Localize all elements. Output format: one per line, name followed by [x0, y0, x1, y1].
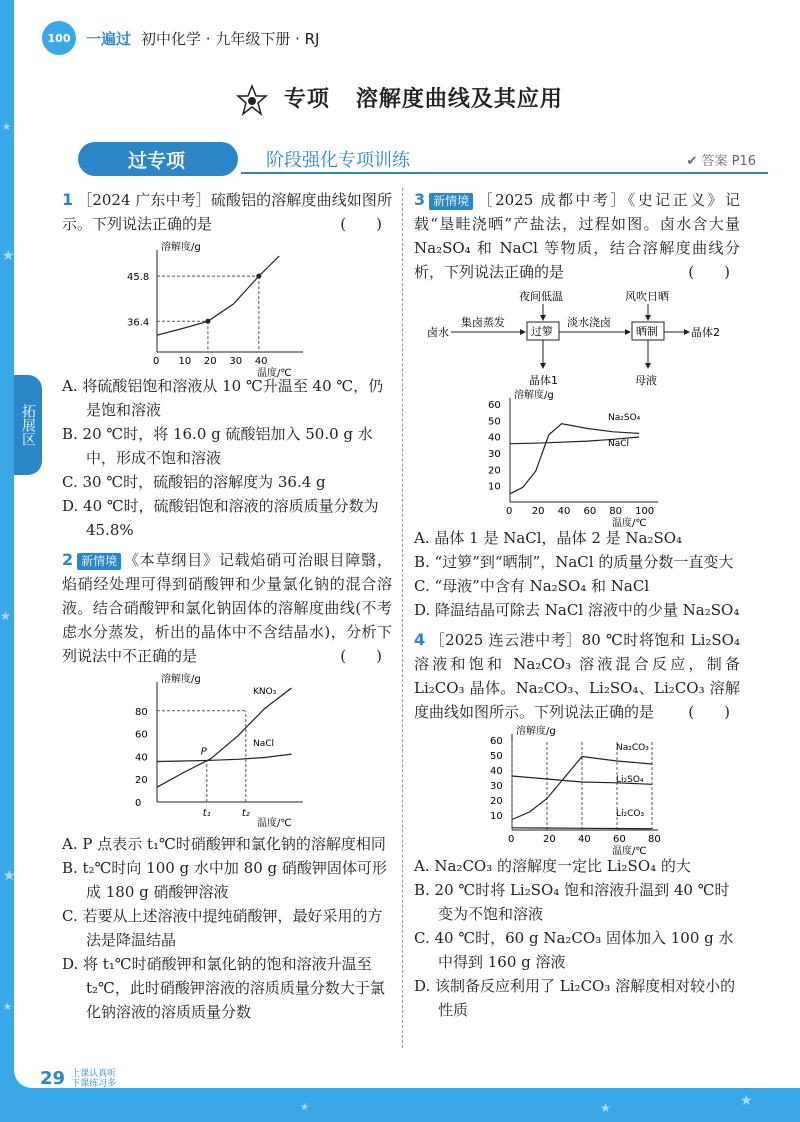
y-axis-label: 溶解度/g [514, 390, 554, 401]
x-axis-label: 温度/℃ [257, 368, 292, 379]
point-label: P [200, 746, 207, 758]
question-3 [414, 188, 740, 284]
question-number: 3 [414, 190, 426, 209]
x-tick-label: 30 [229, 356, 243, 367]
legend-label: KNO₃ [253, 687, 277, 697]
option-c: C. 40 ℃时，60 g Na₂CO₃ 固体加入 100 g 水中得到 160 g 溶液 [414, 929, 734, 971]
column-divider [402, 188, 403, 1048]
left-column [62, 188, 392, 1024]
flow-top2: 风吹日晒 [625, 290, 669, 303]
option-c: C. 30 ℃时，硫酸铝的溶解度为 36.4 g [62, 473, 326, 491]
banner-tag: 过专项 [78, 142, 238, 176]
y-tick-label: 10 [488, 481, 501, 493]
option-b: B. 20 ℃时，将 16.0 g 硫酸铝加入 50.0 g 水中，形成不饱和溶液 [62, 425, 373, 467]
new-context-tag: 新情境 [429, 193, 473, 210]
series-line [157, 754, 292, 761]
chart-na2so4-nacl [482, 390, 672, 529]
y-tick-label: 20 [135, 775, 148, 787]
x-tick-label: 40 [557, 506, 571, 517]
series-line [512, 828, 652, 829]
option-b: B. “过箩”到“晒制”，NaCl 的质量分数一直变大 [414, 553, 734, 571]
series-line [157, 256, 279, 335]
x-axis-label: 温度/℃ [257, 818, 292, 829]
mascot-logo: 100 [42, 21, 76, 55]
x-tick-label: 100 [635, 506, 655, 517]
option-b: B. 20 ℃时将 Li₂SO₄ 饱和溶液升温到 40 ℃时变为不饱和溶液 [414, 881, 730, 923]
question-2 [62, 548, 392, 668]
legend-label: NaCl [253, 739, 275, 749]
x-tick-label: t₁ [202, 808, 211, 819]
flow-box1-label: 过箩 [531, 325, 553, 338]
svg-text:★: ★ [3, 1002, 12, 1013]
question-stem: ［2025 连云港中考］80 ℃时将饱和 Li₂SO₄ 溶液和饱和 Na₂CO₃ 溶液混合反应，制备 Li₂CO₃ 晶体。Na₂CO₃、Li₂SO₄、Li₂CO₃ 溶解度曲线如图所示。下列说法正确的是 [414, 631, 740, 721]
flow-top1: 夜间低温 [519, 290, 563, 303]
y-axis-label: 溶解度/g [516, 726, 556, 737]
chart-kno3-nacl [127, 674, 327, 828]
legend-label: Li₂SO₄ [616, 775, 644, 785]
option-a: A. 晶体 1 是 NaCl，晶体 2 是 Na₂SO₄ [414, 529, 683, 547]
y-tick-label: 40 [490, 766, 503, 777]
y-tick-label: 50 [488, 416, 501, 428]
x-tick-label: 0 [508, 834, 515, 845]
page-title [0, 82, 800, 115]
svg-text:★: ★ [2, 122, 11, 133]
banner-rule [241, 172, 768, 174]
y-tick-label: 36.4 [127, 317, 150, 329]
y-tick-label: 20 [488, 465, 501, 477]
svg-text:★: ★ [0, 609, 11, 623]
question-number: 1 [62, 190, 74, 209]
question-4 [414, 628, 740, 724]
page-footer [40, 1068, 116, 1089]
legend-label: Na₂CO₃ [616, 743, 649, 753]
svg-text:★: ★ [2, 248, 15, 264]
y-tick-label: 60 [490, 736, 503, 747]
page-number: 29 [40, 1068, 66, 1089]
y-tick-label: 45.8 [127, 272, 150, 284]
answer-blank: ( ) [688, 263, 730, 281]
series-line [157, 688, 292, 787]
flow-step1: 集卤蒸发 [461, 316, 505, 329]
y-tick-label: 60 [135, 729, 148, 741]
option-a: A. 将硫酸铝饱和溶液从 10 ℃升温至 40 ℃，仍是饱和溶液 [62, 377, 384, 419]
option-d: D. 降温结晶可除去 NaCl 溶液中的少量 Na₂SO₄ [414, 601, 740, 619]
new-context-tag: 新情境 [77, 553, 121, 570]
option-c: C. “母液”中含有 Na₂SO₄ 和 NaCl [414, 577, 650, 595]
question-stem: ［2024 广东中考］硫酸铝的溶解度曲线如图所示。下列说法正确的是 [62, 191, 392, 233]
option-d: D. 该制备反应利用了 Li₂CO₃ 溶解度相对较小的性质 [414, 977, 736, 1019]
y-tick-label: 30 [490, 781, 503, 792]
x-tick-label: 80 [648, 834, 661, 845]
flow-step2: 淡水浇卤 [567, 316, 611, 329]
option-c: C. 若要从上述溶液中提纯硝酸钾，最好采用的方法是降温结晶 [62, 907, 383, 949]
slogan-line: 上课认真听 [71, 1068, 117, 1079]
answer-blank: ( ) [688, 703, 730, 721]
y-tick-label: 30 [488, 449, 501, 460]
x-tick-label: 40 [254, 356, 268, 367]
brand-name: 一遍过 [86, 29, 132, 48]
flow-box2-label: 晒制 [636, 325, 658, 338]
x-tick-label: 80 [609, 506, 623, 517]
question-stem: 《本草纲目》记载焰硝可治眼目障翳，焰硝经处理可得到硝酸钾和少量氯化钠的混合溶液。结合硝酸钾和氯化钠固体的溶解度曲线(不考虑水分蒸发，析出的晶体中不含结晶水)，分析下列说法中不正确的是 [62, 551, 392, 665]
footer-slogan [71, 1069, 116, 1089]
question-number: 4 [414, 630, 426, 649]
y-tick-label: 40 [488, 432, 501, 444]
flow-out3: 母液 [635, 374, 657, 387]
legend-label: Li₂CO₃ [616, 809, 645, 819]
side-tab: 拓展区 [14, 375, 42, 475]
answer-blank: ( ) [340, 647, 382, 665]
answer-blank: ( ) [340, 215, 382, 233]
x-tick-label: 10 [178, 356, 192, 367]
flow-brine: 卤水 [427, 326, 449, 339]
x-axis-label: 温度/℃ [612, 518, 647, 529]
option-a: A. Na₂CO₃ 的溶解度一定比 Li₂SO₄ 的大 [414, 857, 691, 875]
salt-process-flowchart [427, 290, 727, 390]
data-point [205, 319, 210, 324]
legend-label: Na₂SO₄ [608, 413, 641, 423]
x-tick-label: 0 [153, 356, 160, 367]
option-b: B. t₂℃时向 100 g 水中加 80 g 硝酸钾固体可形成 180 g 硝酸钾溶液 [62, 859, 387, 901]
section-banner [56, 142, 768, 176]
flow-out1: 晶体1 [529, 374, 558, 387]
y-tick-label: 20 [490, 796, 503, 807]
question-stem: ［2025 成都中考］《史记正义》记载“垦畦浇晒”产盐法，过程如图。卤水含大量 Na₂SO₄ 和 NaCl 等物质，结合溶解度曲线分析，下列说法正确的是 [414, 191, 740, 281]
x-tick-label: 20 [203, 356, 217, 367]
x-tick-label: 60 [583, 506, 597, 517]
data-point [256, 274, 261, 279]
y-tick-label: 0 [135, 798, 142, 809]
option-d: D. 将 t₁℃时硝酸钾和氯化钠的饱和溶液升温至 t₂℃，此时硝酸钾溶液的溶质质量分数大于氯化钠溶液的溶质质量分数 [62, 955, 385, 1021]
series-line [510, 424, 639, 494]
x-tick-label: 20 [543, 834, 556, 845]
question-number: 2 [62, 550, 74, 569]
chart-lithium-salts [482, 726, 672, 857]
x-axis-label: 温度/℃ [612, 846, 647, 857]
option-a: A. P 点表示 t₁℃时硝酸钾和氯化钠的溶解度相同 [62, 835, 386, 853]
y-tick-label: 50 [490, 751, 503, 762]
y-tick-label: 80 [135, 706, 148, 718]
svg-text:★: ★ [300, 1102, 309, 1113]
question-1 [62, 188, 392, 236]
y-axis-label: 溶解度/g [161, 674, 201, 685]
right-column [414, 188, 740, 1022]
y-tick-label: 40 [135, 752, 148, 764]
legend-label: NaCl [608, 439, 630, 449]
y-tick-label: 10 [490, 811, 503, 822]
banner-subtitle: 阶段强化专项训练 [266, 150, 410, 171]
star-badge-icon [237, 85, 267, 115]
svg-text:★: ★ [600, 1101, 611, 1115]
svg-text:★: ★ [3, 868, 16, 884]
x-tick-label: 20 [531, 506, 545, 517]
svg-text:★: ★ [740, 1093, 753, 1109]
answer-ref-text: 答案 P16 [701, 154, 756, 169]
chart-aluminium-sulfate [127, 242, 327, 379]
y-axis-label: 溶解度/g [161, 242, 201, 253]
slogan-line: 下课练习多 [71, 1078, 117, 1089]
x-tick-label: t₂ [241, 808, 250, 819]
y-tick-label: 60 [488, 400, 501, 411]
x-tick-label: 60 [613, 834, 626, 845]
x-tick-label: 40 [578, 834, 591, 845]
x-tick-label: 0 [506, 506, 513, 517]
page-header [42, 18, 319, 58]
book-info: 初中化学 · 九年级下册 · RJ [141, 29, 320, 48]
title-text: 专项 溶解度曲线及其应用 [283, 87, 563, 112]
option-d: D. 40 ℃时，硫酸铝饱和溶液的溶质质量分数为 45.8% [62, 497, 379, 539]
answer-ref: ✔ 答案 P16 [686, 154, 756, 169]
flow-out2: 晶体2 [691, 326, 720, 339]
